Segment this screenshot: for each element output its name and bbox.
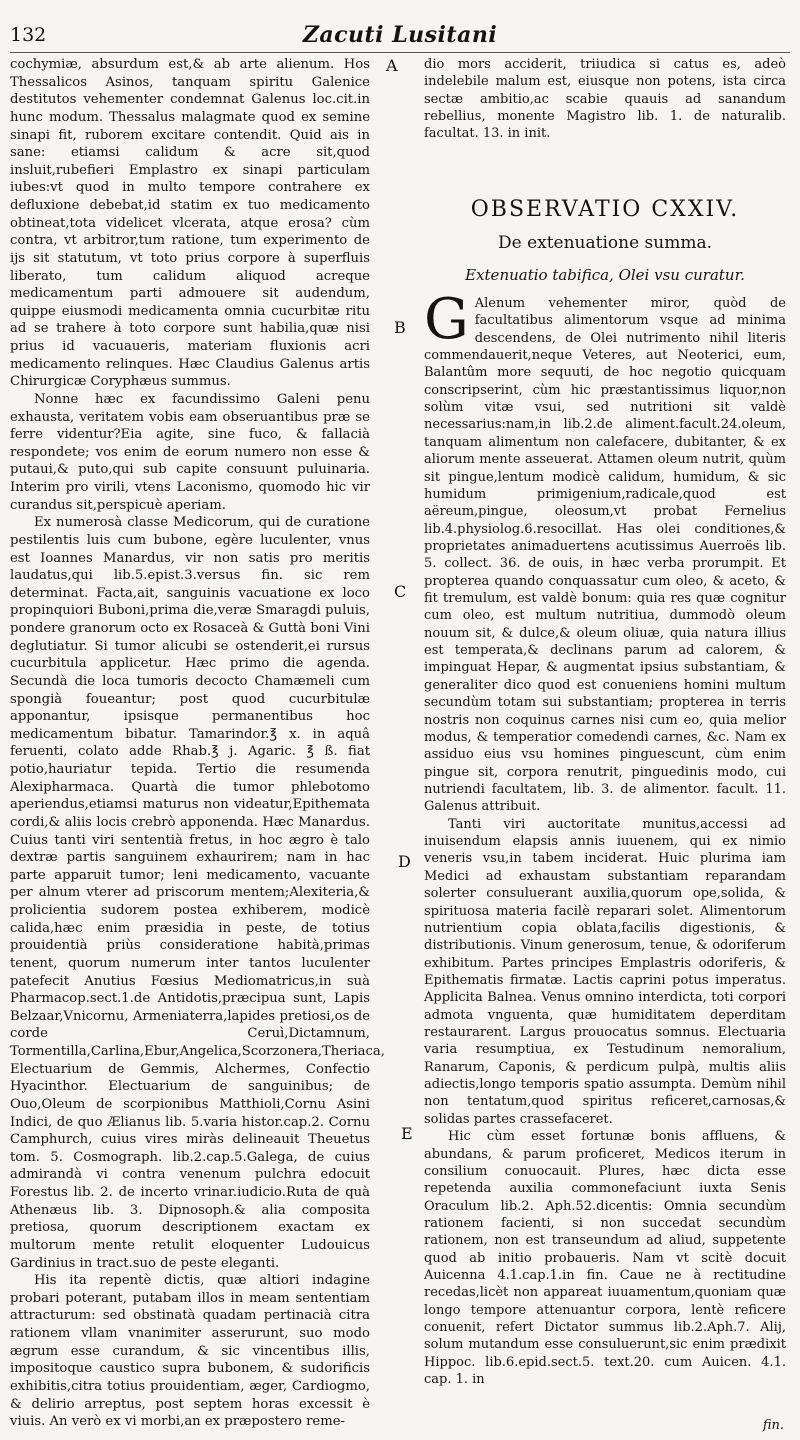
observation-title: OBSERVATIO CXXIV. <box>470 196 740 222</box>
left-paragraph-2: Nonne hæc ex facundissimo Galeni penu exhausta, veritatem vobis eam obseruantibus præ se ferre videntur?Eia agite, sine fuco, & fallacià respondete; vos enim de eorum numero non esse & putaui,& puto,qui sub capite consuunt puluinaria. Interim pro virili, vtens Laconismo, quomodo hic vir curandus sit,perspicuè aperiam. <box>10 391 370 513</box>
observation-summary: Extenuatio tabifica, Olei vsu curatur. <box>465 265 745 284</box>
right-paragraph-2: Tanti viri auctoritate munitus,accessi ad inuisendum elapsis annis iuuenem, qui ex nimio veneris vsu,in tabem inciderat. Huic plurima iam Medici ad exhaustam substantiam reparandam solerter consuluerant auxilia,quorum ope,solida, & spirituosa materia facilè reparari solet. Alimentorum nutrientium copia oblata,facilis digestionis, & distributionis. Vinum generosum, tenue, & odoriferum exhibitum. Partes principes Emplastris odoriferis, & Epithematis firmatæ. Lactis caprini potus imperatus. Applicita Balnea. Venus omnino interdicta, toti corpori admota vnguenta, quæ humiditatem deperditam restaurarent. Largus prouocatus somnus. Electuaria varia resumptiua, ex Testudinum nemoralium, Ranarum, Caponis, & perdicum pulpà, multis aliis adiectis,longo temporis spatio assumpta. Demùm nihil non tentatum,quod spiritus reficeret,carnosas,& solidas partes crassefaceret. <box>424 816 786 1127</box>
margin-marker-c: C <box>394 582 407 601</box>
margin-marker-a: A <box>386 56 398 75</box>
right-column <box>424 56 786 1389</box>
catchword: fin. <box>762 1418 784 1433</box>
drop-cap: G <box>424 286 469 352</box>
header-rule <box>10 52 790 53</box>
left-paragraph-4: His ita repentè dictis, quæ altiori indagine probari poterant, putabam illos in meam sententiam attracturum: sed obstinatà quadam pertinacià citra rationem vllam vnanimiter asserurunt, suo modo ægrum esse curandum, & sic vincentibus illis, impositoque caustico supra bubonem, & sudorificis exhibitis,citra totius prouidentiam, æger, Cardiogmo, & delirio arreptus, post septem horas excessit è viuis. An verò ex vi morbi,an ex præpostero reme- <box>10 1273 370 1430</box>
first-paragraph <box>424 286 786 816</box>
page-header <box>0 22 800 52</box>
margin-marker-b: B <box>394 318 406 337</box>
first-paragraph-text: Alenum vehementer miror, quòd de facultatibus alimentorum vsque ad minima descendens, de Olei nutrimento nihil literis commendauerit,neque Veteres, aut Neoterici, eum, Balantûm more sequuti, de hoc negotio quicquam conscripserint, cùm hic præstantissimus liquor,non solùm vitæ vsui, sed nutritioni sit valdè necessarius:nam,in lib.2.de aliment.facult.24.oleum, tanquam alimentum non calefacere, dubitanter, & ex aliorum mente asseuerat. Attamen oleum nutrit, quùm sit pingue,lentum modicè calidum, humidum, & sic humidum primigenium,radicale,quod est aëreum,pingue, oleosum,vt probat Fernelius lib.4.physiolog.6.resocillat. Has olei conditiones,& proprietates animaduertens acutissimus Auerroës lib. 5. collect. 36. de ouis, in hæc verba prorumpit. Et propterea quando conquassatur cum oleo, & aceto, & fit tremulum, est valdè bonum: quia res quæ cognitur cum oleo, est multum nutritiua, dummodò oleum nouum sit, & dulce,& oleum oliuæ, quia natura illius est temperata,& declinans parum ad calorem, & impinguat Hepar, & augmentat ipsius substantiam, & generaliter dico quod est conueniens homini multum secundùm totam sui substantiam; propterea in terris nostris non coquinus carnes nisi cum eo, quia melior modus, & temperatior comedendi carnes, &c. Nam ex assiduo eius vsu homines pinguescunt, cùm enim pingue sit, corpora renutrit, pinguedinis modo, cui nutriendi facultatem, lib. 3. de alimentor. facult. 11. Galenus attribuit. <box>424 295 786 815</box>
left-paragraph-3: Ex numerosà classe Medicorum, qui de curatione pestilentis luis cum bubone, egère luculenter, vnus est Ioannes Manardus, vir non satis pro meritis laudatus,qui lib.5.epist.3.versus fin. sic rem determinat. Facta,ait, sanguinis vacuatione ex loco propinquiori Buboni,prima die,veræ Smaragdi puluis, pondere granorum octo ex Rosaceà & Guttà boni Vini deglutiatur. Si tumor alicubi se ostenderit,ei rursus cucurbitula applicetur. Hæc primo die agenda. Secundà die loca tumoris decocto Chamæmeli cum spongià foueantur; post quod cucurbitulæ apponantur, ipsisque permanentibus hoc medicamentum bibatur. Tamarindor.℥ x. in aquâ feruenti, colato adde Rhab.℥ j. Agaric. ℥ ß. fiat potio,hauriatur tepida. Tertio die resumenda Alexipharmaca. Quartà die tumor phlebotomo aperiendus,etiamsi maturus non videatur,Epithemata cordi,& aliis locis crebrò apponenda. Hæc Manardus. Cuius tanti viri sententià fretus, in hoc ægro è talo dextræ partis sanguinem exhaurirem; nam in hac parte apparuit tumor; leni medicamento, vacuante per alnum vterer ad priscorum mentem;Alexiteria,& prolicientia sudorem postea exhiberem, modicè calida,hæc enim præsidia in peste, de totius prouidentià priùs consideratione habità,primas tenent, quorum numerum inter tantos luculenter patefecit Anutius Fœsius Mediomatricus,in suà Pharmacop.sect.1.de Antidotis,præcipua sunt, Lapis Belzaar,Vnicornu, Armeniaterra,lapides pretiosi,os de corde Ceruì,Dictamnum, Tormentilla,Carlina,Ebur,Angelica,Scorzonera,Theriaca, Electuarium de Gemmis, Alchermes, Confectio Hyacinthor. Electuarium de sanguinibus; de Ouo,Oleum de scorpionibus Matthioli,Cornu Asini Indici, de quo Ælianus lib. 5.varia histor.cap.2. Cornu Camphurch, cuius vires miràs delineauit Theuetus tom. 5. Cosmograph. lib.2.cap.5.Galega, de cuius admirandà vi contra venenum pulchra edocuit Forestus lib. 2. de incerto vrinar.iudicio.Ruta de quà Athenæus lib. 3. Dipnosoph.& alia composita pretiosa, quorum descriptionem exactam ex multorum mente retulit eloquenter Ludouicus Gardinius in tract.suo de peste eleganti. <box>10 515 385 1271</box>
left-column <box>10 56 385 1431</box>
margin-marker-d: D <box>398 852 411 871</box>
left-paragraph-1: cochymiæ, absurdum est,& ab arte alienum. Hos Thessalicos Asinos, tanquam spiritu Galenice destitutos vehementer condemnat Galenus loc.cit.in hunc modum. Thessalus malagmate quod ex semine sinapi fit, ruborem excitare contendit. Quid ais in sane: etiamsi calidum & acre sit,quod insluit,rubefieri Emplastro ex sinapi particulam iubes:vt quod in multo tempore contrahere ex defluxione debebat,id statim ex tuo medicamento obtineat,tota videlicet vlcerata, atque erosa? cùm contra, vt arbitror,tum ratione, tum experimento de ijs sit statutum, vt toto prius corpore à superfluis liberato, tum calidum aliquod acreque medicamentum parti admouere sit audendum, quippe eiusmodi medicamenta omnia cucurbitæ ritu ad se trahere à toto corpore sunt habilia,quæ nisi prius id vacuaueris, materiam fluxionis acri medicamento relinques. Hæc Claudius Galenus artis Chirurgicæ Coryphæus summus. <box>10 57 370 390</box>
right-paragraph-3: Hic cùm esset fortunæ bonis affluens, & abundans, & parum proficeret, Medicos iterum in consilium conuocauit. Plures, hæc dicta esse repetenda auxilia commonefaciunt iuxta Senis Oraculum lib.2. Aph.52.dicentis: Omnia secundùm rationem facienti, si non succedat secundùm rationem, non est transeundum ad aliud, suppetente quod ab initio probaueris. Nam vt scitè docuit Auicenna 4.1.cap.1.in fin. Caue ne à rectitudine recedas,licèt non appareat iuuamentum,quoniam quæ longo tempore attenuantur corpora, lentè reficere conuenit, refert Dictator summus lib.2.Aph.7. Alij, solum mutandum esse consuluerunt,sic enim prædixit Hippoc. lib.6.epid.sect.5. text.20. cum Auicen. 4.1. cap. 1. in <box>424 1129 786 1388</box>
margin-marker-e: E <box>401 1124 413 1143</box>
observation-subtitle: De extenuatione summa. <box>497 233 713 254</box>
right-intro-paragraph: dio mors acciderit, triiudica si catus es, adeò indelebile malum est, eiusque non potens, ista circa sectæ ambitio,ac scabie quauis ad sanandum rebellius, monente Magistro lib. 1. de naturalib. facultat. 13. in init. <box>424 57 786 142</box>
running-head: Zacuti Lusitani <box>302 22 498 48</box>
page-number: 132 <box>10 24 47 46</box>
